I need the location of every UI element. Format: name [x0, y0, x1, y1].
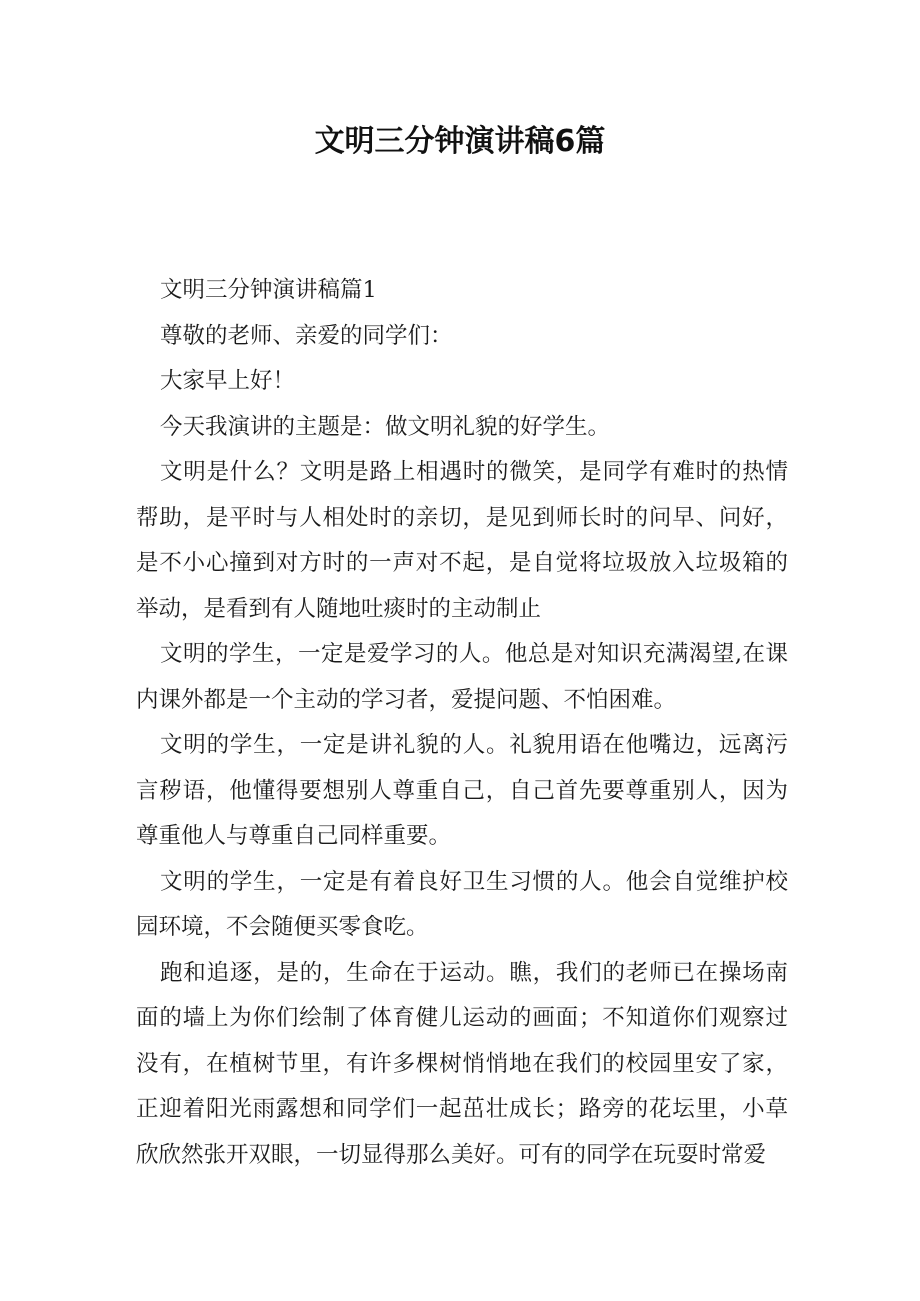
- paragraph: 文明的学生，一定是讲礼貌的人。礼貌用语在他嘴边，远离污言秽语，他懂得要想别人尊重自己，自己首先要尊重别人，因为尊重他人与尊重自己同样重要。: [136, 732, 788, 849]
- paragraph: 今天我演讲的主题是：做文明礼貌的好学生。: [160, 413, 611, 440]
- document-title: 文明三分钟演讲稿6篇: [314, 124, 606, 159]
- paragraph: 跑和追逐，是的，生命在于运动。瞧，我们的老师已在操场南面的墙上为你们绘制了体育健儿运动的画面；不知道你们观察过没有，在植树节里，有许多棵树悄悄地在我们的校园里安了家，正迎着阳光雨露想和同学们一起茁壮成长；路旁的花坛里，小草欣欣然张开双眼，一切显得那么美好。可有的同学在玩耍时常爱: [136, 959, 788, 1168]
- paragraph: 文明是什么？文明是路上相遇时的微笑，是同学有难时的热情帮助，是平时与人相处时的亲切，是见到师长时的问早、问好，是不小心撞到对方时的一声对不起，是自觉将垃圾放入垃圾箱的举动，是看到有人随地吐痰时的主动制止: [136, 459, 788, 622]
- section-heading: 文明三分钟演讲稿篇1: [160, 277, 377, 303]
- paragraph: 文明的学生，一定是有着良好卫生习惯的人。他会自觉维护校园环境，不会随便买零食吃。: [136, 868, 788, 940]
- paragraph: 文明的学生，一定是爱学习的人。他总是对知识充满渴望,在课内课外都是一个主动的学习者，爱提问题、不怕困难。: [136, 641, 788, 713]
- greeting: 大家早上好！: [160, 368, 296, 394]
- document-body: [136, 268, 788, 1178]
- salutation: 尊敬的老师、亲爱的同学们：: [160, 322, 453, 349]
